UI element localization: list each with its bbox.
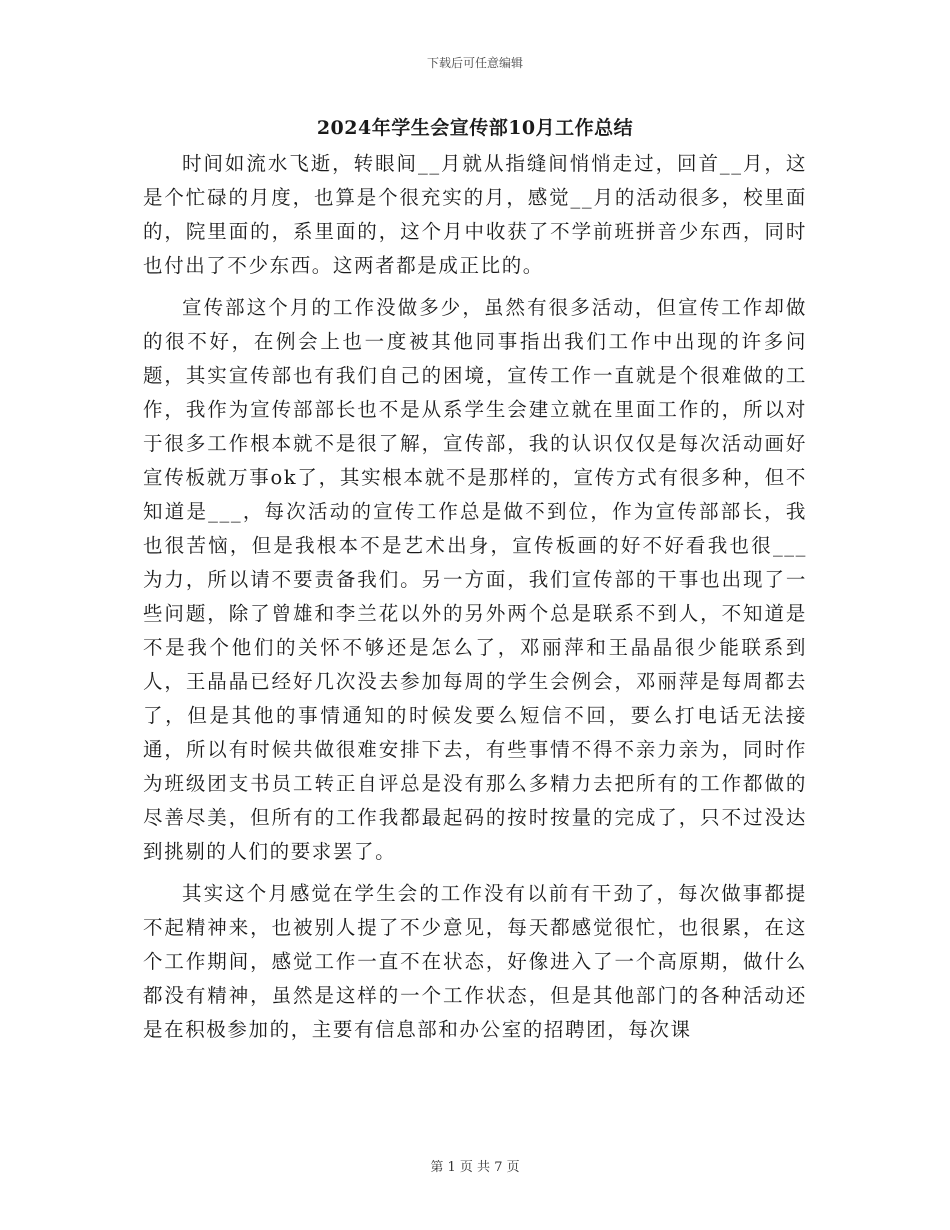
header-note: 下载后可任意编辑: [426, 56, 523, 70]
page-number-footer: 第 1 页 共 7 页: [430, 1160, 520, 1175]
paragraph-2: 宣传部这个月的工作没做多少，虽然有很多活动，但宣传工作却做的很不好，在例会上也一度被其他同事指出我们工作中出现的许多问题，其实宣传部也有我们自己的困境，宣传工作一直就是个很难做的工作，我作为宣传部部长也不是从系学生会建立就在里面工作的，所以对于很多工作根本就不是很了解，宣传部，我的认识仅仅是每次活动画好宣传板就万事ok了，其实根本就不是那样的，宣传方式有很多种，但不知道是___，每次活动的宣传工作总是做不到位，作为宣传部部长，我也很苦恼，但是我根本不是艺术出身，宣传板画的好不好看我也很___为力，所以请不要责备我们。另一方面，我们宣传部的干事也出现了一些问题，除了曾雄和李兰花以外的另外两个总是联系不到人，不知道是不是我个他们的关怀不够还是怎么了，邓丽萍和王晶晶很少能联系到人，王晶晶已经好几次没去参加每周的学生会例会，邓丽萍是每周都去了，但是其他的事情通知的时候发要么短信不回，要么打电话无法接通，所以有时候共做很难安排下去，有些事情不得不亲力亲为，同时作为班级团支书员工转正自评总是没有那么多精力去把所有的工作都做的尽善尽美，但所有的工作我都最起码的按时按量的完成了，只不过没达到挑剔的人们的要求罢了。: [143, 296, 807, 863]
document-title: 2024年学生会宣传部10月工作总结: [316, 117, 634, 139]
paragraph-3: 其实这个月感觉在学生会的工作没有以前有干劲了，每次做事都提不起精神来，也被别人提了不少意见，每天都感觉很忙，也很累，在这个工作期间，感觉工作一直不在状态，好像进入了一个高原期，做什么都没有精神，虽然是这样的一个工作状态，但是其他部门的各种活动还是在积极参加的，主要有信息部和办公室的招聘团，每次课: [143, 882, 807, 1041]
document-body: [143, 147, 807, 1047]
paragraph-1: 时间如流水飞逝，转眼间__月就从指缝间悄悄走过，回首__月，这是个忙碌的月度，也算是个很充实的月，感觉__月的活动很多，校里面的，院里面的，系里面的，这个月中收获了不学前班拼音少东西，同时也付出了不少东西。这两者都是成正比的。: [143, 152, 807, 277]
